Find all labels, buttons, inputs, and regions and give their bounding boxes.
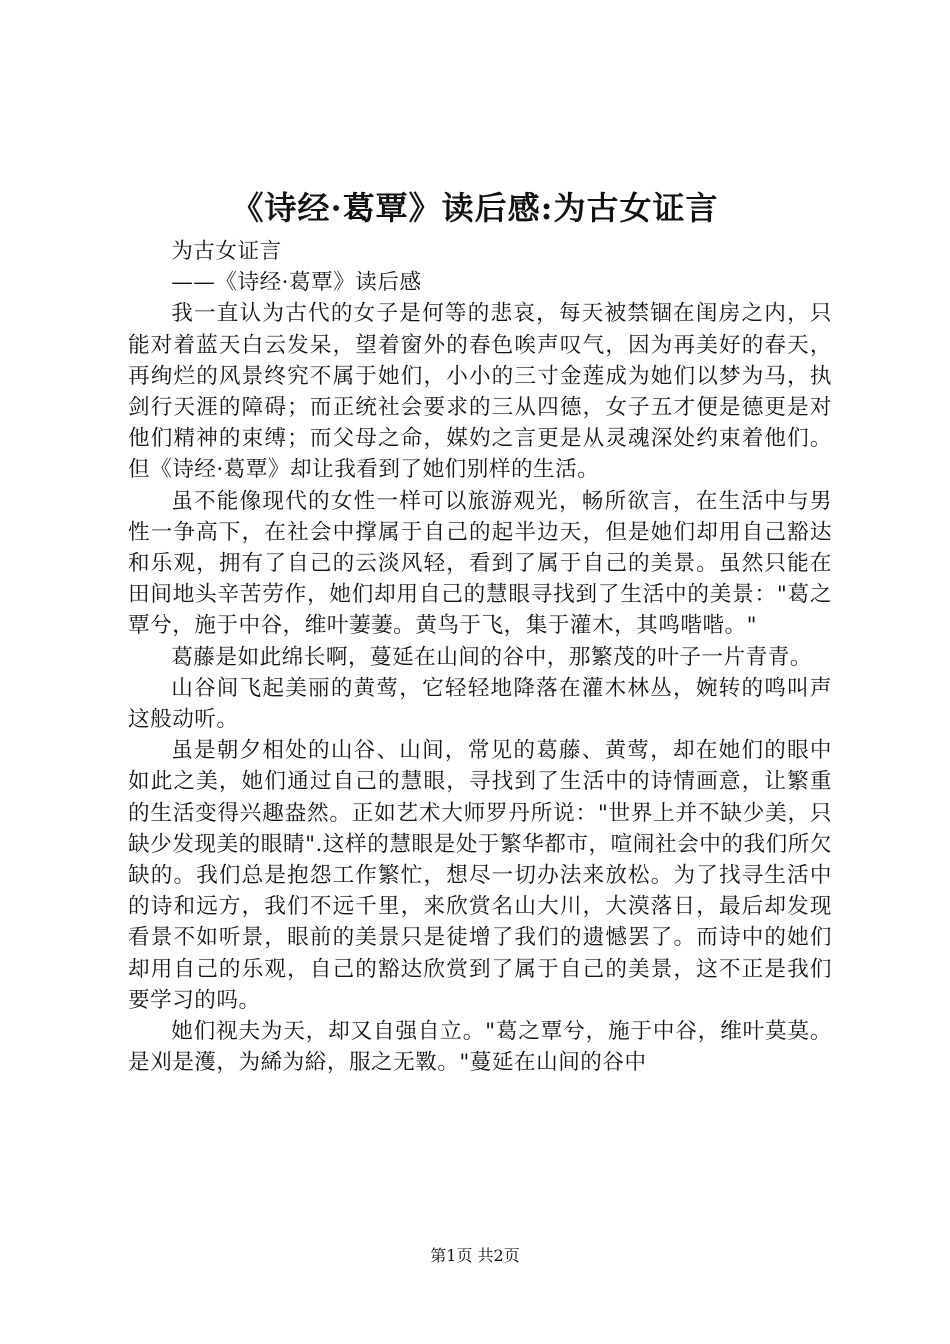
paragraph: 山谷间飞起美丽的黄莺，它轻轻地降落在灌木林丛，婉转的鸣叫声这般动听。 (128, 675, 832, 733)
page-number-footer: 第1页 共2页 (430, 1246, 520, 1265)
paragraph: 她们视夫为天，却又自强自立。"葛之覃兮，施于中谷，维叶莫莫。是刈是濩，为絺为綌，服之无斁。"蔓延在山间的谷中 (128, 1019, 832, 1076)
paragraph: 虽是朝夕相处的山谷、山间，常见的葛藤、黄莺，却在她们的眼中如此之美，她们通过自己的慧眼，寻找到了生活中的诗情画意，让繁重的生活变得兴趣盎然。正如艺术大师罗丹所说："世界上并不缺少美，只缺少发现美的眼睛".这样的慧眼是处于繁华都市，喧闹社会中的我们所欠缺的。我们总是抱怨工作繁忙，想尽一切办法来放松。为了找寻生活中的诗和远方，我们不远千里，来欣赏名山大川，大漠落日，最后却发现看景不如听景，眼前的美景只是徒增了我们的遗憾罢了。而诗中的她们却用自己的乐观，自己的豁达欣赏到了属于自己的美景，这不正是我们要学习的吗。 (128, 738, 832, 1013)
document-title: 《诗经·葛覃》读后感:为古女证言 (231, 189, 719, 227)
paragraph: 葛藤是如此绵长啊，蔓延在山间的谷中，那繁茂的叶子一片青青。 (171, 644, 812, 670)
paragraph-subtitle-source: ——《诗经·葛覃》读后感 (171, 270, 422, 296)
paragraph: 我一直认为古代的女子是何等的悲哀，每天被禁锢在闺房之内，只能对着蓝天白云发呆，望着窗外的春色唉声叹气，因为再美好的春天，再绚烂的风景终究不属于她们，小小的三寸金莲成为她们以梦为马，执剑行天涯的障碍；而正统社会要求的三从四德，女子五才便是德更是对他们精神的束缚；而父母之命，媒妁之言更是从灵魂深处约束着他们。但《诗经·葛覃》却让我看到了她们别样的生活。 (128, 301, 832, 483)
document-body (128, 236, 832, 1078)
paragraph: 虽不能像现代的女性一样可以旅游观光，畅所欲言，在生活中与男性一争高下，在社会中撑属于自己的起半边天，但是她们却用自己豁达和乐观，拥有了自己的云淡风轻，看到了属于自己的美景。虽然只能在田间地头辛苦劳作，她们却用自己的慧眼寻找到了生活中的美景："葛之覃兮，施于中谷，维叶萋萋。黄鸟于飞，集于灌木，其鸣喈喈。" (128, 488, 832, 639)
paragraph-subtitle: 为古女证言 (171, 239, 282, 264)
